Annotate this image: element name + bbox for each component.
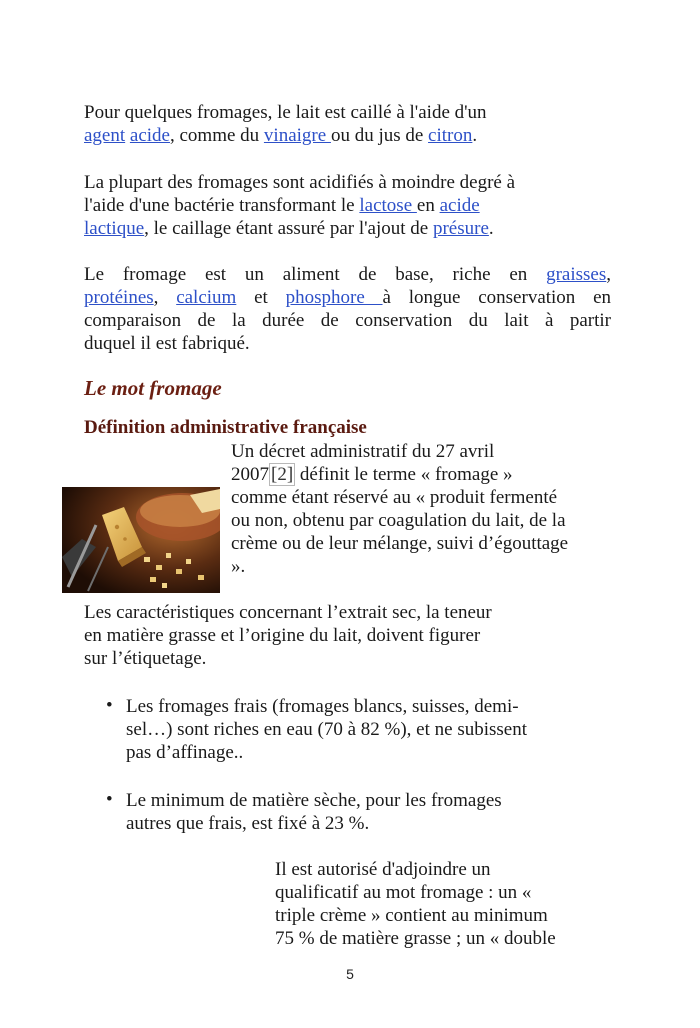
p4-line1: Les caractéristiques concernant l’extrait sec, la teneur xyxy=(84,602,492,623)
footnote-ref-2[interactable]: [2] xyxy=(271,464,294,485)
p3-comma: , xyxy=(606,264,611,285)
decree-line5: crème ou de leur mélange, suivi d’égouttage xyxy=(231,533,569,554)
p4-line3: sur l’étiquetage. xyxy=(84,648,207,669)
link-acide-lactique-part1[interactable]: acide xyxy=(439,195,480,216)
link-lactose[interactable]: lactose xyxy=(359,195,417,216)
p5-line2: qualificatif au mot fromage : un « xyxy=(275,882,532,903)
p2-text-mid3: , le caillage étant assuré par l'ajout de xyxy=(144,218,433,239)
decree-line3: comme étant réservé au « produit fermenté xyxy=(231,487,558,508)
p5-line4: 75 % de matière grasse ; un « double xyxy=(275,928,556,949)
link-calcium[interactable]: calcium xyxy=(176,287,237,308)
p1-text-end: . xyxy=(472,125,478,146)
link-presure[interactable]: présure xyxy=(432,218,489,239)
p2-text-mid: en xyxy=(416,195,440,216)
b1-line2: sel…) sont riches en eau (70 à 82 %), et ne subissent xyxy=(126,719,528,740)
b2-line1: Le minimum de matière sèche, pour les fromages xyxy=(126,790,502,811)
p1-text-mid: , comme du xyxy=(169,125,264,146)
link-acide-lactique-part2[interactable]: lactique xyxy=(84,218,145,239)
link-acide[interactable]: acide xyxy=(129,125,170,146)
p5-line1: Il est autorisé d'adjoindre un xyxy=(275,859,491,880)
section-heading: Le mot fromage xyxy=(84,376,222,400)
p1-line1: Pour quelques fromages, le lait est caillé à l'aide d'un xyxy=(84,102,487,123)
p3-sep: , xyxy=(153,287,177,308)
cheese-photo-illustration xyxy=(62,487,220,593)
p2-line1: La plupart des fromages sont acidifiés à moindre degré à xyxy=(84,172,516,193)
p3-line2-end: à longue conservation en xyxy=(382,287,612,308)
b1-line3: pas d’affinage.. xyxy=(126,742,244,763)
link-phosphore[interactable]: phosphore xyxy=(285,287,383,308)
p3-line3: comparaison de la durée de conservation du lait à partir xyxy=(84,310,611,331)
p3-text-pre: Le fromage est un aliment de base, riche en xyxy=(84,264,547,285)
p3-line4: duquel il est fabriqué. xyxy=(84,333,250,354)
link-proteines[interactable]: protéines xyxy=(84,287,154,308)
cheese-photo xyxy=(62,487,220,593)
decree-line2 xyxy=(231,463,513,487)
p1-line2 xyxy=(84,124,477,148)
p2-line3 xyxy=(84,217,494,241)
subsection-heading: Définition administrative française xyxy=(84,417,367,438)
decree-line2-post: définit le terme « fromage » xyxy=(295,464,513,485)
link-graisses[interactable]: graisses xyxy=(546,264,607,285)
decree-line6: ». xyxy=(231,556,246,577)
p3-line2 xyxy=(84,286,611,310)
link-vinaigre[interactable]: vinaigre xyxy=(263,125,331,146)
bullet-marker: • xyxy=(106,695,113,716)
p2-text-end: . xyxy=(488,218,494,239)
decree-line4: ou non, obtenu par coagulation du lait, de la xyxy=(231,510,566,531)
p2-text-pre: l'aide d'une bactérie transformant le xyxy=(84,195,360,216)
p2-line2 xyxy=(84,194,480,218)
p3-line1 xyxy=(84,263,611,287)
link-citron[interactable]: citron xyxy=(428,125,473,146)
p5-line3: triple crème » contient au minimum xyxy=(275,905,548,926)
p4-line2: en matière grasse et l’origine du lait, doivent figurer xyxy=(84,625,481,646)
link-agent[interactable]: agent xyxy=(84,125,126,146)
decree-line1: Un décret administratif du 27 avril xyxy=(231,441,495,462)
p1-text-mid2: ou du jus de xyxy=(330,125,429,146)
page-number: 5 xyxy=(346,966,354,982)
decree-year: 2007 xyxy=(231,464,269,485)
b2-line2: autres que frais, est fixé à 23 %. xyxy=(126,813,370,834)
bullet-marker: • xyxy=(106,789,113,810)
b1-line1: Les fromages frais (fromages blancs, suisses, demi- xyxy=(126,696,519,717)
p3-et: et xyxy=(236,287,286,308)
